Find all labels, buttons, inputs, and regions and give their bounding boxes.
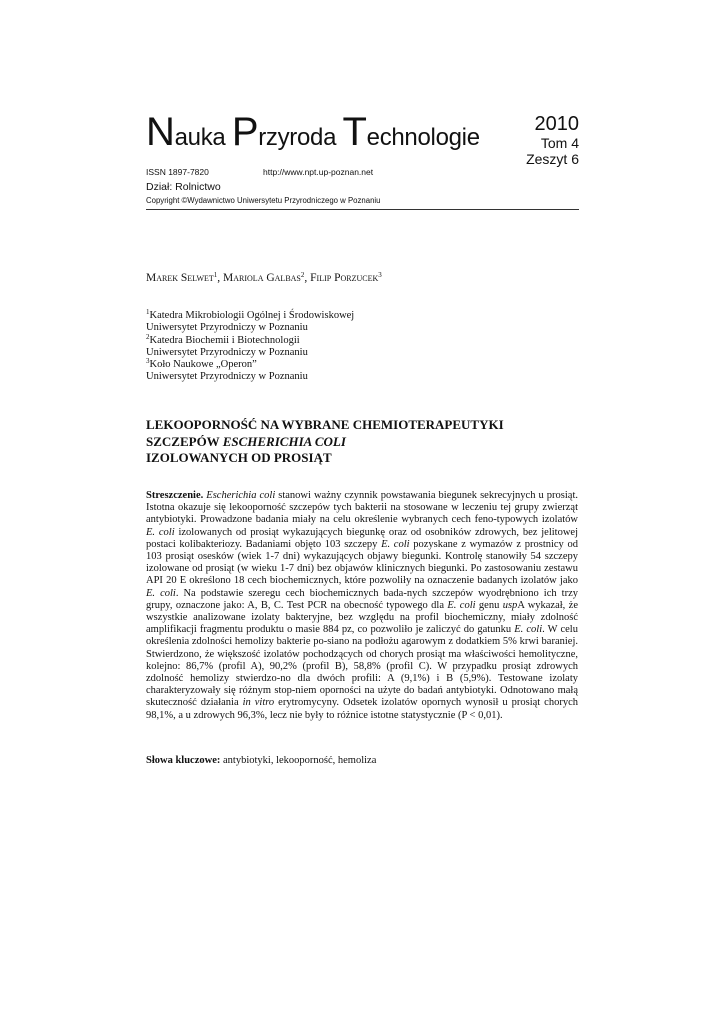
affiliation-line: Uniwersytet Przyrodniczy w Poznaniu: [146, 346, 308, 358]
abstract-run: E. coli: [514, 624, 543, 636]
keywords-text: antybiotyki, lekooporność, hemoliza: [220, 755, 377, 766]
paper-title: [146, 417, 504, 467]
issue-info: [526, 113, 579, 167]
abstract-run: E. coli: [447, 599, 476, 611]
journal-title: [146, 112, 480, 152]
abstract-body: [146, 490, 578, 721]
abstract: [146, 490, 578, 722]
issue-year: 2010: [534, 113, 579, 135]
author: Filip Porzucek$^3$: [310, 271, 382, 284]
journal-meta: [146, 167, 373, 177]
affiliation-line: Uniwersytet Przyrodniczy w Poznaniu: [146, 322, 308, 334]
abstract-run: . W celu określenia zdolności hemolizy bakterie po-siano na podłożu agarowym z dodatkiem 5% krwi baraniej. Stwierdzono, że większość izolatów pochodzących od chorych prosiąt ma właściwości hemolityczne, kolejno: 86,7% (profil A), 90,2% (profil B), 58,8% (profil C). W przypadku prosiąt zdrowych zdolność hemolizy stwierdzo-no dla dwóch profili: A (9,1%) i B (5,9%). Testowane izolaty charakteryzowały się różnym stop-niem oporności na użyte do badań antybiotyki. Odnotowano małą skuteczność działania: [146, 624, 578, 709]
copyright: Copyright ©Wydawnictwo Uniwersytetu Przyrodniczego w Poznaniu: [146, 196, 381, 205]
abstract-run: stanowi ważny czynnik powstawania biegunek sekrecyjnych u prosiąt. Istotna okazuje się lekooporność szczepów tych bakterii na stosowane w leczeniu tej grupy zwierząt antybiotyki. Prowadzone badania miały na celu określenie wybranych cech feno-typowych izolatów: [146, 490, 578, 526]
author-list: [146, 272, 382, 284]
keywords: [146, 755, 376, 766]
title-line: LEKOOPORNOŚĆ NA WYBRANE CHEMIOTERAPEUTYKI: [146, 417, 504, 432]
abstract-run: E. coli: [146, 526, 175, 538]
title-line: IZOLOWANYCH OD PROSIĄT: [146, 450, 332, 465]
journal-url[interactable]: http://www.npt.up-poznan.net: [263, 167, 374, 177]
author: Mariola Galbas$^2$,: [223, 271, 311, 284]
abstract-run: A wykazał, że wszystkie analizowane izolaty bakteryjne, bez względu na profil biochemiczny, miały zdolność amplifikacji fragmentu produktu o masie 884 pz, co pozwoliło je zaliczyć do gatunku: [146, 599, 578, 636]
issn: ISSN 1897-7820: [146, 167, 209, 177]
abstract-run: E. coli: [381, 538, 410, 550]
journal-word: Przyroda: [231, 110, 343, 154]
abstract-label: Streszczenie.: [146, 490, 204, 501]
affiliation-line: Uniwersytet Przyrodniczy w Poznaniu: [146, 371, 308, 383]
section-label: Dział: Rolnictwo: [146, 181, 221, 193]
affiliation-line: $^2$Katedra Biochemii i Biotechnologii: [146, 332, 300, 346]
abstract-run: pozyskane z wymazów z prostnicy od 103 prosiąt osesków (wiek 1-7 dni) wykazujących objawy biegunki. Kontrolę stanowiły 54 szczepy izolowane od prosiąt (w wieku 1-7 dni) bez objawów klinicznych biegunki. Po zastosowaniu zestawu API 20 E określono 18 cech biochemicznych, które pozwoliły na oznaczenie badanych izolatów jako: [146, 538, 578, 587]
abstract-run: erytromycyny. Odsetek izolatów opornych wynosił u prosiąt chorych 98,1%, a u zdrowych 96,3%, lecz nie były to różnice istotne statystycznie (P < 0,01).: [146, 697, 578, 721]
abstract-run: . Na podstawie szeregu cech biochemicznych bada-nych szczepów wyodrębniono ich trzy grupy, oznaczone jako: A, B, C. Test PCR na obecność typowego dla: [146, 587, 578, 611]
author: Marek Selwet$^1$,: [146, 271, 224, 284]
keywords-label: Słowa kluczowe:: [146, 755, 221, 766]
affiliations: [146, 310, 354, 384]
journal-word: Nauka: [146, 110, 232, 154]
header-divider: [146, 209, 579, 210]
journal-word: Technologie: [342, 110, 480, 154]
issue-volume: Tom 4: [540, 135, 579, 151]
title-line: SZCZEPÓW ESCHERICHIA COLI: [146, 433, 346, 449]
abstract-run: izolowanych od prosiąt wykazujących biegunkę oraz od osobników zdrowych, bez jelitowej postaci kolibakteriozy. Badaniami objęto 103 szczepy: [146, 526, 578, 550]
issue-number: Zeszyt 6: [526, 151, 579, 167]
affiliation-line: $^3$Koło Naukowe „Operon”: [146, 357, 257, 371]
abstract-run: genu: [475, 599, 503, 611]
abstract-run: usp: [502, 599, 518, 611]
abstract-run: in vitro: [242, 697, 275, 709]
abstract-run: Escherichia coli: [206, 490, 276, 501]
abstract-run: E. coli: [146, 587, 176, 599]
affiliation-line: $^1$Katedra Mikrobiologii Ogólnej i Środowiskowej: [146, 308, 355, 321]
journal-header: [146, 108, 579, 210]
